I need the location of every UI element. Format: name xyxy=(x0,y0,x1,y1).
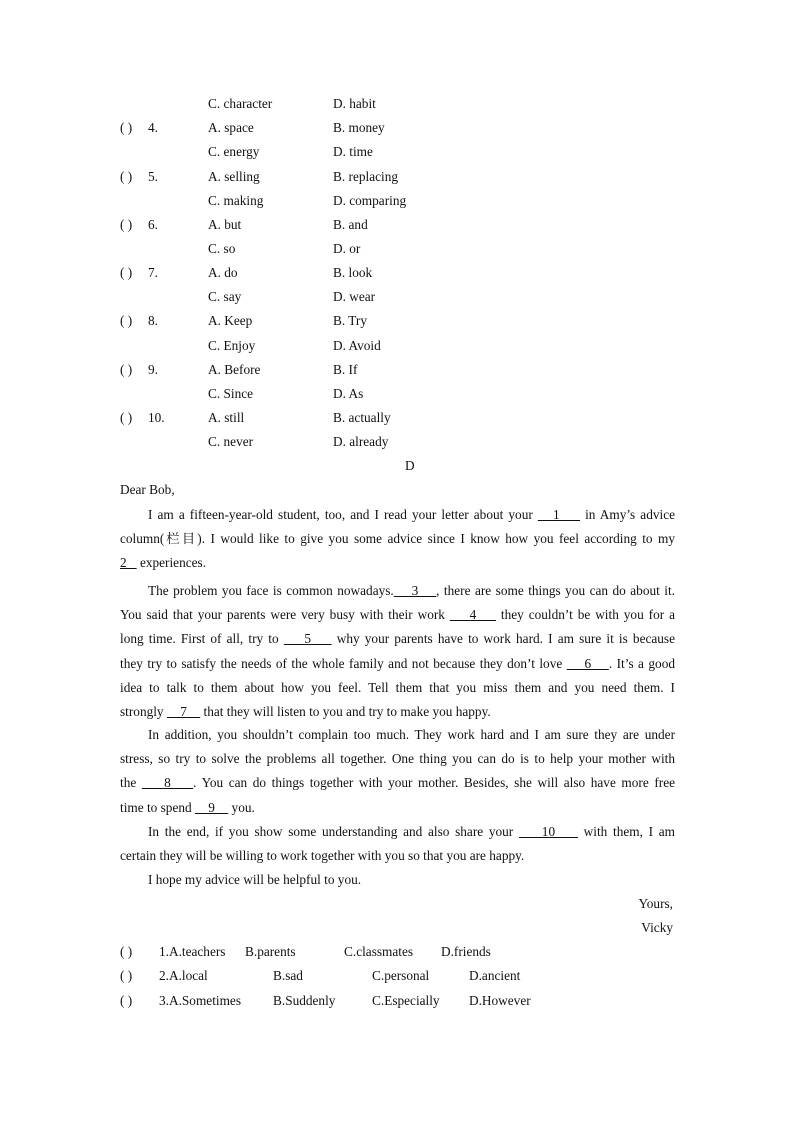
option-text: B. actually xyxy=(333,410,391,425)
letter-closing: Yours, xyxy=(638,896,673,911)
question-number: 9. xyxy=(148,362,158,377)
option-text: B. look xyxy=(333,265,373,280)
letter-paragraph: The problem you face is common nowadays. 3 , there are some things you can do about it. You said that your parents were very busy with their work 4 they couldn’t be with you for a long time. First of all, try to 5 why your parents have to work hard. I am sure it is because they try to satisfy the needs of the whole family and not because they don’t love 6 . It’s a good idea to talk to them about how you feel. Tell them that you miss them and you need them. I strongly 7 that they will listen to you and try to make you happy. xyxy=(120,583,675,719)
option-text: D. already xyxy=(333,434,389,449)
question-number: 10. xyxy=(148,410,165,425)
option-text: D. time xyxy=(333,144,373,159)
cloze-blank[interactable]: 7 xyxy=(166,703,201,719)
question-option-b: B.parents xyxy=(245,944,296,959)
letter-paragraph: I hope my advice will be helpful to you. xyxy=(148,872,362,887)
section-heading: D xyxy=(405,458,415,473)
cloze-blank[interactable]: 10 xyxy=(518,824,578,839)
question-number: 8. xyxy=(148,313,158,328)
cloze-blank[interactable]: 9 xyxy=(194,799,229,815)
letter-paragraph: In addition, you shouldn’t complain too much. They work hard and I am sure they are under stress, so try to solve the problems all together. One thing you can do is to help your mother with the 8 . You can do things together with your mother. Besides, she will also have more free time to spend 9 you. xyxy=(120,727,675,815)
option-text: B. If xyxy=(333,362,358,377)
answer-blank[interactable]: ( ) xyxy=(120,120,133,135)
option-text: B. replacing xyxy=(333,169,398,184)
cloze-blank[interactable]: 5 xyxy=(283,631,332,647)
question-number: 6. xyxy=(148,217,158,232)
cloze-blank[interactable]: 8 xyxy=(141,775,194,791)
letter-paragraph: In the end, if you show some understanding and also share your 10 with them, I am certain they will be willing to work together with you so that you are happy. xyxy=(120,824,675,864)
option-text: A. Before xyxy=(208,362,261,377)
letter-greeting: Dear Bob, xyxy=(120,482,175,497)
option-text: C. energy xyxy=(208,144,260,159)
option-text: D. comparing xyxy=(333,193,407,208)
answer-blank[interactable]: ( ) xyxy=(120,169,133,184)
answer-blank[interactable]: ( ) xyxy=(120,217,133,232)
option-text: A. Keep xyxy=(208,313,253,328)
option-text: A. space xyxy=(208,120,254,135)
option-text: D. As xyxy=(333,386,364,401)
option-text: C. say xyxy=(208,289,242,304)
letter-paragraph: I am a fifteen-year-old student, too, and I read your letter about your 1 in Amy’s advice column(栏目). I would like to give you some advice since I know how you feel according to my 2 experiences. xyxy=(120,507,676,571)
option-text: C. Enjoy xyxy=(208,338,256,353)
question-number: 5. xyxy=(148,169,158,184)
option-text: D. or xyxy=(333,241,361,256)
answer-blank[interactable]: ( ) xyxy=(120,968,133,983)
option-text: D. habit xyxy=(333,96,376,111)
question-option-c: C.personal xyxy=(372,968,430,983)
question-option-d: D.However xyxy=(469,993,531,1008)
question-option-a: 3.A.Sometimes xyxy=(159,993,241,1008)
question-option-c: C.Especially xyxy=(372,993,440,1008)
option-text: A. still xyxy=(208,410,245,425)
question-option-a: 2.A.local xyxy=(159,968,208,983)
answer-blank[interactable]: ( ) xyxy=(120,362,133,377)
option-text: B. money xyxy=(333,120,385,135)
question-option-a: 1.A.teachers xyxy=(159,944,226,959)
answer-blank[interactable]: ( ) xyxy=(120,313,133,328)
letter-signature: Vicky xyxy=(641,920,673,935)
question-option-b: B.Suddenly xyxy=(273,993,336,1008)
option-text: D. wear xyxy=(333,289,376,304)
cloze-blank[interactable]: 4 xyxy=(449,607,496,623)
cloze-blank[interactable]: 1 xyxy=(537,507,581,522)
question-option-b: B.sad xyxy=(273,968,303,983)
cloze-blank[interactable]: 6 xyxy=(566,655,609,671)
option-text: B. Try xyxy=(333,313,368,328)
answer-blank[interactable]: ( ) xyxy=(120,993,133,1008)
option-text: B. and xyxy=(333,217,368,232)
option-text: A. selling xyxy=(208,169,260,184)
answer-blank[interactable]: ( ) xyxy=(120,944,133,959)
option-text: C. character xyxy=(208,96,273,111)
option-text: C. so xyxy=(208,241,236,256)
question-option-c: C.classmates xyxy=(344,944,414,959)
cloze-blank[interactable]: 2 xyxy=(120,555,137,571)
option-text: A. do xyxy=(208,265,238,280)
option-text: C. never xyxy=(208,434,254,449)
question-number: 4. xyxy=(148,120,158,135)
cloze-blank[interactable]: 3 xyxy=(393,583,437,598)
option-text: C. Since xyxy=(208,386,254,401)
option-text: C. making xyxy=(208,193,264,208)
option-text: A. but xyxy=(208,217,242,232)
question-option-d: D.friends xyxy=(441,944,491,959)
answer-blank[interactable]: ( ) xyxy=(120,410,133,425)
question-option-d: D.ancient xyxy=(469,968,521,983)
option-text: D. Avoid xyxy=(333,338,381,353)
answer-blank[interactable]: ( ) xyxy=(120,265,133,280)
question-number: 7. xyxy=(148,265,158,280)
